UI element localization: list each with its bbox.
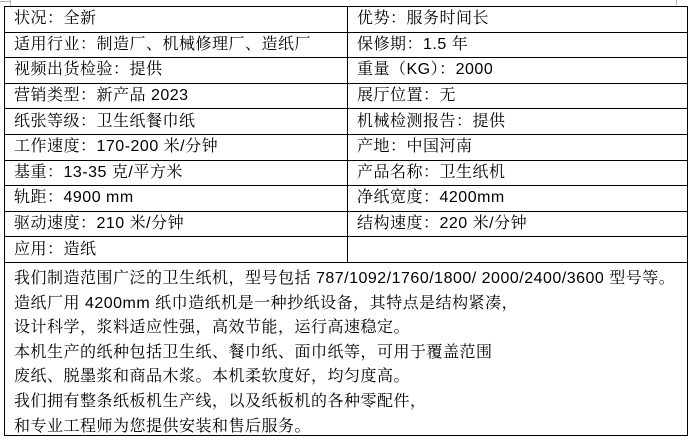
- spec-cell-advantage: 优势：服务时间长: [357, 10, 490, 28]
- product-spec-table: [4, 6, 688, 436]
- spec-cell-basis-weight: 基重：13-35 克/平方米: [5, 161, 348, 186]
- product-description: [5, 263, 687, 436]
- table-row: [5, 161, 687, 187]
- spec-cell-marketing-type: 营销类型：新产品 2023: [5, 84, 348, 109]
- description-line: 设计科学，浆料适应性强，高效节能，运行高速稳定。: [14, 319, 411, 337]
- spec-cell-video-inspection: 视频出货检验：提供: [5, 58, 348, 83]
- description-line: 我们制造范围广泛的卫生纸机，型号包括 787/1092/1760/1800/ 2000/2400/3600 型号等。: [14, 269, 676, 287]
- description-line: 本机生产的纸种包括卫生纸、餐巾纸、面巾纸等，可用于覆盖范围: [14, 343, 493, 361]
- table-row: [5, 58, 687, 84]
- spec-cell-origin: 产地：中国河南: [357, 138, 473, 156]
- spec-cell-weight: 重量（KG）：2000: [357, 61, 494, 79]
- spec-cell-net-paper-width: 净纸宽度：4200mm: [357, 189, 505, 207]
- spec-cell-product-name: 产品名称：卫生纸机: [357, 163, 506, 181]
- edge-artifact: [676, 0, 677, 5]
- spec-cell-working-speed: 工作速度：170-200 米/分钟: [5, 135, 348, 160]
- spec-cell-paper-grade: 纸张等级：卫生纸餐巾纸: [5, 109, 348, 134]
- table-row: [5, 7, 687, 33]
- table-row: [5, 186, 687, 212]
- spec-cell-track-gauge: 轨距：4900 mm: [5, 186, 348, 211]
- spec-cell-application: 应用：造纸: [5, 237, 348, 262]
- table-row: [5, 212, 687, 238]
- spec-cell-machinery-report: 机械检测报告：提供: [357, 112, 506, 130]
- description-line: 废纸、脱墨浆和商品木浆。本机柔软度好，均匀度高。: [14, 368, 411, 386]
- table-handle-artifact: [0, 1, 10, 2]
- description-line: 和专业工程师为您提供安装和售后服务。: [14, 417, 312, 435]
- spec-cell-warranty: 保修期：1.5 年: [357, 35, 469, 53]
- spec-cell-drive-speed: 驱动速度：210 米/分钟: [5, 212, 348, 237]
- spec-cell-showroom: 展厅位置：无: [357, 87, 457, 105]
- spec-cell-empty: [348, 237, 687, 262]
- table-row: [5, 84, 687, 110]
- spec-cell-structural-speed: 结构速度：220 米/分钟: [357, 215, 528, 233]
- table-row: [5, 237, 687, 263]
- table-row: [5, 109, 687, 135]
- description-line: 我们拥有整条纸板机生产线，以及纸板机的各种零配件，: [14, 392, 427, 410]
- spec-cell-industries: 适用行业：制造厂、机械修理厂、造纸厂: [5, 33, 348, 58]
- description-line: 造纸厂用 4200mm 纸巾造纸机是一种抄纸设备，其特点是结构紧凑，: [14, 294, 519, 312]
- table-row: [5, 135, 687, 161]
- spec-cell-condition: 状况：全新: [5, 7, 348, 32]
- table-row: [5, 33, 687, 59]
